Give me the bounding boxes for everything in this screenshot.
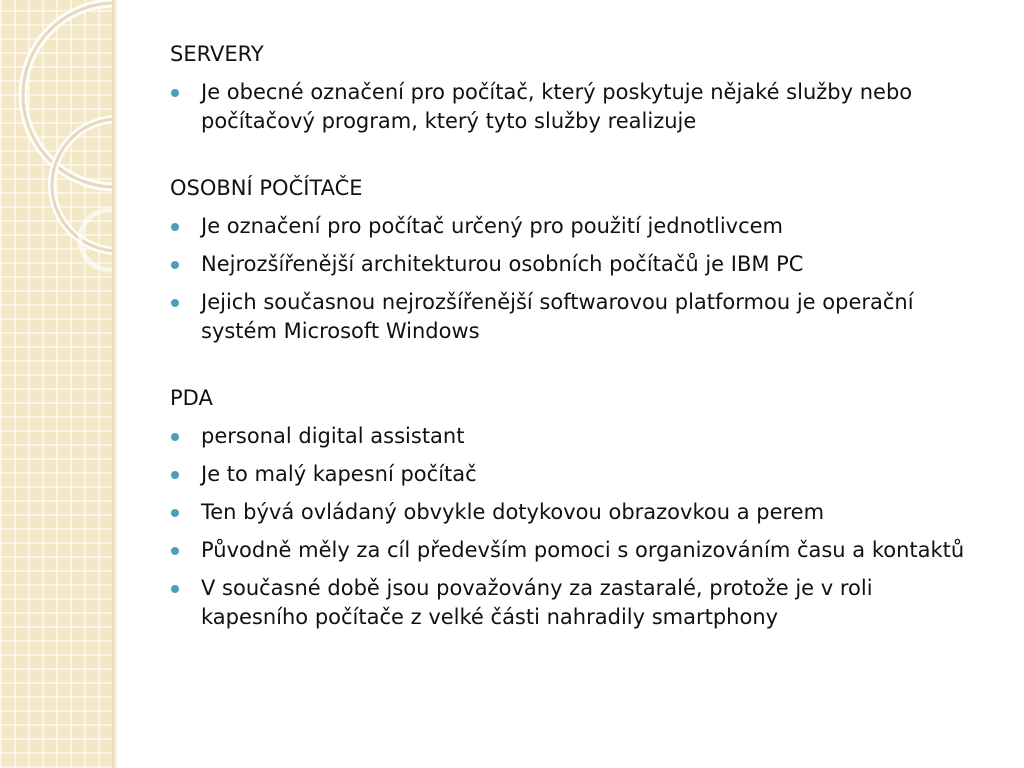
list-item-text: Je označení pro počítač určený pro použití jednotlivcem	[201, 214, 784, 238]
list-item	[170, 460, 970, 489]
decorative-rings	[0, 0, 112, 768]
list-item	[170, 536, 970, 565]
section-heading: PDA	[170, 386, 213, 410]
section-servery	[170, 40, 970, 136]
bullet-icon	[171, 433, 179, 441]
list-item-text: Jejich současnou nejrozšířenější softwarovou platformou je operační systém Microsoft Windows	[201, 290, 914, 343]
list-item	[170, 574, 970, 632]
section-pda	[170, 384, 970, 632]
list-item-text: Ten bývá ovládaný obvykle dotykovou obrazovkou a perem	[201, 500, 825, 524]
bullet-icon	[171, 223, 179, 231]
section-heading: OSOBNÍ POČÍTAČE	[170, 176, 363, 200]
slide-content	[170, 40, 970, 632]
list-item	[170, 212, 970, 241]
list-item	[170, 250, 970, 279]
bullet-icon	[171, 261, 179, 269]
decorative-sidebar	[0, 0, 112, 768]
list-item	[170, 288, 970, 346]
bullet-icon	[171, 89, 179, 97]
list-item-text: V současné době jsou považovány za zastaralé, protože je v roli kapesního počítače z velké části nahradily smartphony	[201, 576, 873, 629]
list-item-text: personal digital assistant	[201, 424, 465, 448]
list-item	[170, 78, 970, 136]
list-item	[170, 498, 970, 527]
list-item-text: Je obecné označení pro počítač, který poskytuje nějaké služby nebo počítačový program, který tyto služby realizuje	[201, 80, 913, 133]
list-item-text: Nejrozšířenější architekturou osobních počítačů je IBM PC	[201, 252, 804, 276]
bullet-icon	[171, 585, 179, 593]
section-osobni-pocitace	[170, 174, 970, 346]
bullet-list	[170, 422, 970, 632]
list-item	[170, 422, 970, 451]
list-item-text: Je to malý kapesní počítač	[201, 462, 477, 486]
bullet-icon	[171, 299, 179, 307]
bullet-icon	[171, 471, 179, 479]
bullet-list	[170, 78, 970, 136]
sidebar-edge	[112, 0, 118, 768]
list-item-text: Původně měly za cíl především pomoci s organizováním času a kontaktů	[201, 538, 965, 562]
bullet-icon	[171, 547, 179, 555]
bullet-list	[170, 212, 970, 346]
bullet-icon	[171, 509, 179, 517]
section-heading: SERVERY	[170, 42, 264, 66]
